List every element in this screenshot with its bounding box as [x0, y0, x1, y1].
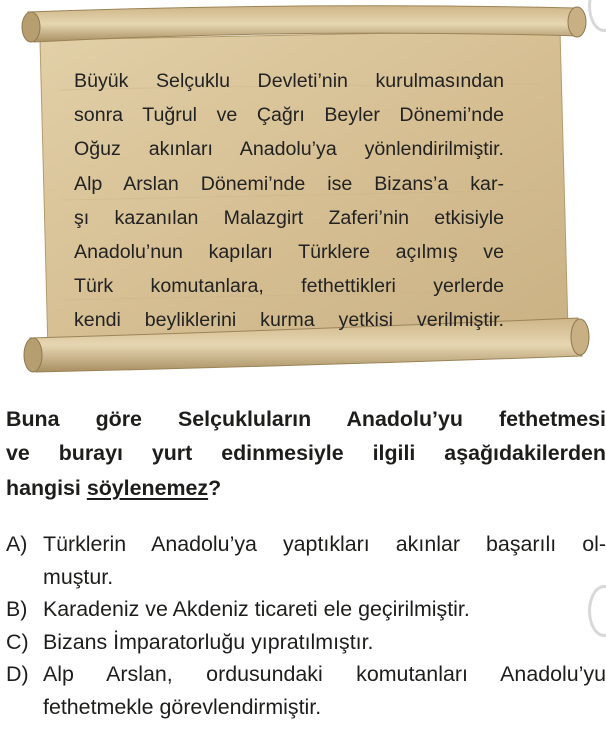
- passage-line: Anadolu’nun kapıları Türklere açılmış ve: [74, 241, 504, 264]
- option-key: D): [6, 662, 29, 686]
- option-c[interactable]: [6, 626, 606, 659]
- question-line: ve burayı yurt edinmesiyle ilgili aşağıdakilerden: [6, 441, 606, 466]
- option-key: B): [6, 597, 28, 621]
- option-key: A): [6, 532, 28, 556]
- option-key: C): [6, 629, 29, 654]
- passage-line: Büyük Selçuklu Devleti’nin kurulmasından: [74, 70, 504, 92]
- passage-text: [74, 64, 504, 338]
- passage-line: Türk komutanlara, fethettikleri yerlerde: [74, 275, 504, 298]
- passage-line: Oğuz akınları Anadolu’ya yönlendirilmiştir.: [74, 138, 504, 161]
- question-line: Buna göre Selçukluların Anadolu’yu fethetmesi: [6, 407, 606, 431]
- option-b[interactable]: [6, 593, 606, 626]
- answer-options: [6, 528, 606, 723]
- option-d[interactable]: [6, 658, 606, 723]
- option-text-line: Türklerin Anadolu’ya yaptıkları akınlar başarılı ol-: [43, 532, 606, 556]
- passage-line: şı kazanılan Malazgirt Zaferi’nin etkisiyle: [74, 206, 504, 229]
- passage-line: kendi beyliklerini kurma yetkisi verilmiştir.: [74, 309, 504, 332]
- option-text-line: Karadeniz ve Akdeniz ticareti ele geçirilmiştir.: [43, 597, 470, 621]
- question-line: [6, 471, 606, 505]
- question-stem: [6, 402, 606, 505]
- option-text-line: muştur.: [43, 564, 114, 589]
- question-negative-keyword: söylenemez: [86, 475, 209, 500]
- question-line3-prefix: hangisi: [6, 475, 87, 500]
- option-text-line: Alp Arslan, ordusundaki komutanları Anadolu’yu: [43, 662, 606, 686]
- option-a[interactable]: [6, 528, 606, 593]
- question-mark: ?: [208, 475, 222, 500]
- passage-line: sonra Tuğrul ve Çağrı Beyler Dönemi’nde: [74, 104, 504, 127]
- option-text-line: Bizans İmparatorluğu yıpratılmıştır.: [43, 629, 374, 654]
- option-text-line: fethetmekle görevlendirmiştir.: [43, 694, 322, 719]
- passage-line: Alp Arslan Dönemi’nde ise Bizans’a kar-: [74, 172, 504, 195]
